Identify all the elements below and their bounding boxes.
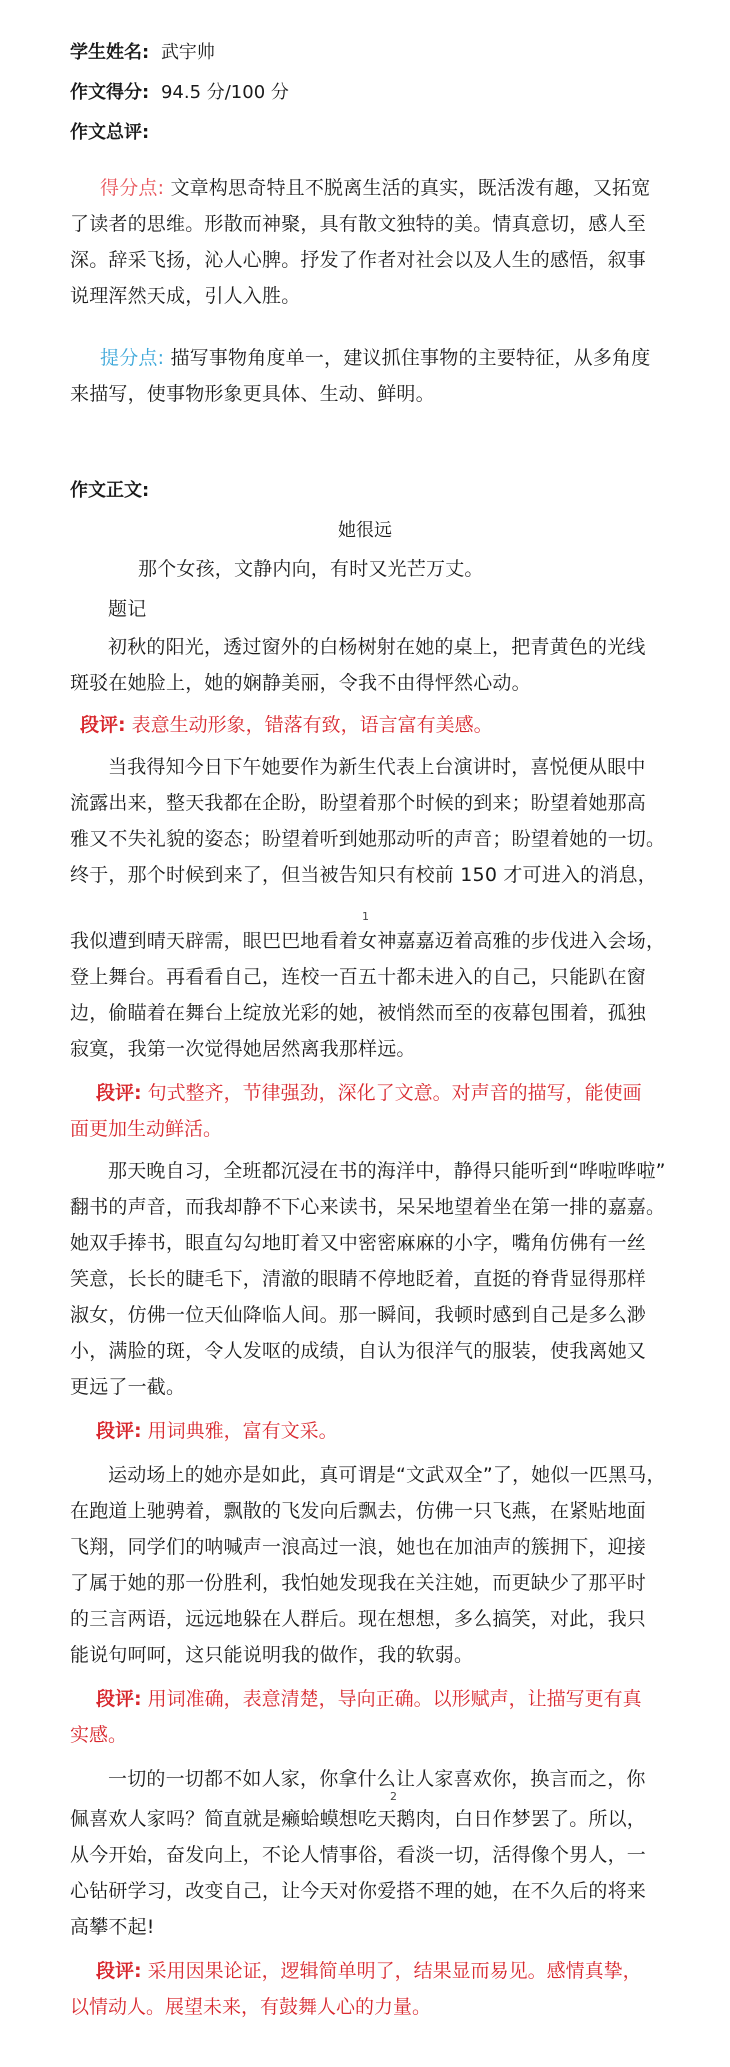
comment-4-line-2: 实感。 — [70, 1724, 128, 1746]
comment-2-label: 段评: — [96, 1082, 142, 1104]
student-name-row — [70, 40, 215, 66]
p3-line-4: 笑意，长长的睫毛下，清澈的眼睛不停地眨着，直挺的脊背显得那样 — [70, 1268, 647, 1290]
comment-2-line-2: 面更加生动鲜活。 — [70, 1118, 223, 1140]
p5-line-5: 高攀不起! — [70, 1916, 155, 1938]
p4-line-4: 了属于她的那一份胜利，我怕她发现我在关注她，而更缺少了那平时 — [70, 1572, 647, 1594]
p4-line-3: 飞翔，同学们的呐喊声一浪高过一浪，她也在加油声的簇拥下，迎接 — [70, 1536, 647, 1558]
score-row — [70, 80, 289, 106]
p3-line-7: 更远了一截。 — [70, 1376, 186, 1398]
p5-line-2: 佩喜欢人家吗？简直就是癞蛤蟆想吃天鹅肉，白日作梦罢了。所以， — [70, 1808, 647, 1830]
p2b-line-3: 边，偷瞄着在舞台上绽放光彩的她，被悄然而至的夜幕包围着，孤独 — [70, 1002, 647, 1024]
comment-3-text: 用词典雅，富有文采。 — [147, 1420, 338, 1442]
comment-2-line-1 — [96, 1080, 642, 1106]
p2-line-1: 当我得知今日下午她要作为新生代表上台演讲时，喜悦便从眼中 — [108, 756, 646, 778]
essay-title: 她很远 — [338, 520, 392, 541]
comment-5-line-2: 以情动人。展望未来，有鼓舞人心的力量。 — [70, 1996, 432, 2018]
strength-line-1 — [100, 175, 650, 201]
strength-line-3: 深。辞采飞扬，沁人心脾。抒发了作者对社会以及人生的感悟，叙事 — [70, 249, 647, 271]
page-mark-2: 2 — [390, 1790, 397, 1803]
comment-4-text-1: 用词准确，表意清楚，导向正确。以形赋声，让描写更有真 — [147, 1688, 642, 1710]
comment-5-line-1 — [96, 1958, 642, 1984]
improve-text-1: 描写事物角度单一，建议抓住事物的主要特征，从多角度 — [170, 347, 651, 369]
comment-1 — [80, 712, 493, 738]
comment-3-label: 段评: — [96, 1420, 142, 1442]
p5-line-1: 一切的一切都不如人家，你拿什么让人家喜欢你，换言而之，你 — [108, 1768, 646, 1790]
overall-eval-label: 作文总评: — [70, 122, 150, 143]
comment-5-text-1: 采用因果论证，逻辑简单明了，结果显而易见。感情真挚， — [147, 1960, 642, 1982]
p4-line-1: 运动场上的她亦是如此，真可谓是“文武双全”了，她似一匹黑马， — [108, 1464, 666, 1486]
comment-3 — [96, 1418, 338, 1444]
p2b-line-1: 我似遭到晴天辟需，眼巴巴地看着女神嘉嘉迈着高雅的步伐进入会场， — [70, 930, 666, 952]
p4-line-5: 的三言两语，远远地躲在人群后。现在想想，多么搞笑，对此，我只 — [70, 1608, 647, 1630]
score-label: 作文得分: — [70, 82, 150, 103]
strength-line-2: 了读者的思维。形散而神聚，具有散文独特的美。情真意切，感人至 — [70, 213, 647, 235]
p3-line-2: 翻书的声音，而我却静不下心来读书，呆呆地望着坐在第一排的嘉嘉。 — [70, 1196, 666, 1218]
p3-line-6: 小，满脸的斑，令人发呕的成绩，自认为很洋气的服装，使我离她又 — [70, 1340, 647, 1362]
improve-line-2: 来描写，使事物形象更具体、生动、鲜明。 — [70, 383, 435, 405]
improve-label: 提分点: — [100, 347, 165, 369]
p2-line-2: 流露出来，整天我都在企盼，盼望着那个时候的到来；盼望着她那高 — [70, 792, 647, 814]
improve-line-1 — [100, 345, 650, 371]
p4-line-6: 能说句呵呵，这只能说明我的做作，我的软弱。 — [70, 1644, 474, 1666]
comment-1-text: 表意生动形象，错落有致，语言富有美感。 — [131, 714, 493, 736]
comment-5-label: 段评: — [96, 1960, 142, 1982]
p2b-line-2: 登上舞台。再看看自己，连校一百五十都未进入的自己，只能趴在窗 — [70, 966, 647, 988]
p3-line-3: 她双手捧书，眼直勾勾地盯着又中密密麻麻的小字，嘴角仿佛有一丝 — [70, 1232, 647, 1254]
essay-section-label: 作文正文: — [70, 480, 150, 501]
p1-line-1: 初秋的阳光，透过窗外的白杨树射在她的桌上，把青黄色的光线 — [108, 636, 646, 658]
student-name-value: 武宇帅 — [160, 42, 215, 63]
p2b-line-4: 寂寞，我第一次觉得她居然离我那样远。 — [70, 1038, 416, 1060]
p2-line-3: 雅又不失礼貌的姿态；盼望着听到她那动听的声音；盼望着她的一切。 — [70, 828, 666, 850]
strength-line-4: 说理浑然天成，引人入胜。 — [70, 285, 301, 307]
p5-line-4: 心钻研学习，改变自己，让今天对你爱搭不理的她，在不久后的将来 — [70, 1880, 647, 1902]
strength-text-1: 文章构思奇特且不脱离生活的真实，既活泼有趣，又拓宽 — [170, 177, 651, 199]
p3-line-5: 淑女，仿佛一位天仙降临人间。那一瞬间，我顿时感到自己是多么渺 — [70, 1304, 647, 1326]
essay-epigraph: 那个女孩，文静内向，有时又光芒万丈。 — [138, 558, 484, 580]
comment-1-label: 段评: — [80, 714, 126, 736]
score-value: 94.5 分/100 分 — [160, 82, 289, 103]
page-mark-1: 1 — [362, 910, 369, 923]
strength-label: 得分点: — [100, 177, 165, 199]
p5-line-3: 从今开始，奋发向上，不论人情事俗，看淡一切，活得像个男人，一 — [70, 1844, 647, 1866]
p3-line-1: 那天晚自习，全班都沉浸在书的海洋中，静得只能听到“哗啦哗啦” — [108, 1160, 666, 1182]
comment-2-text-1: 句式整齐，节律强劲，深化了文意。对声音的描写，能使画 — [147, 1082, 642, 1104]
student-name-label: 学生姓名: — [70, 42, 150, 63]
comment-4-line-1 — [96, 1686, 642, 1712]
p4-line-2: 在跑道上驰骋着，飘散的飞发向后飘去，仿佛一只飞燕，在紧贴地面 — [70, 1500, 647, 1522]
comment-4-label: 段评: — [96, 1688, 142, 1710]
p2-line-4: 终于，那个时候到来了，但当被告知只有校前 150 才可进入的消息， — [70, 864, 657, 886]
epigraph-note: 题记 — [108, 598, 147, 620]
p1-line-2: 斑驳在她脸上，她的娴静美丽，令我不由得怦然心动。 — [70, 672, 531, 694]
